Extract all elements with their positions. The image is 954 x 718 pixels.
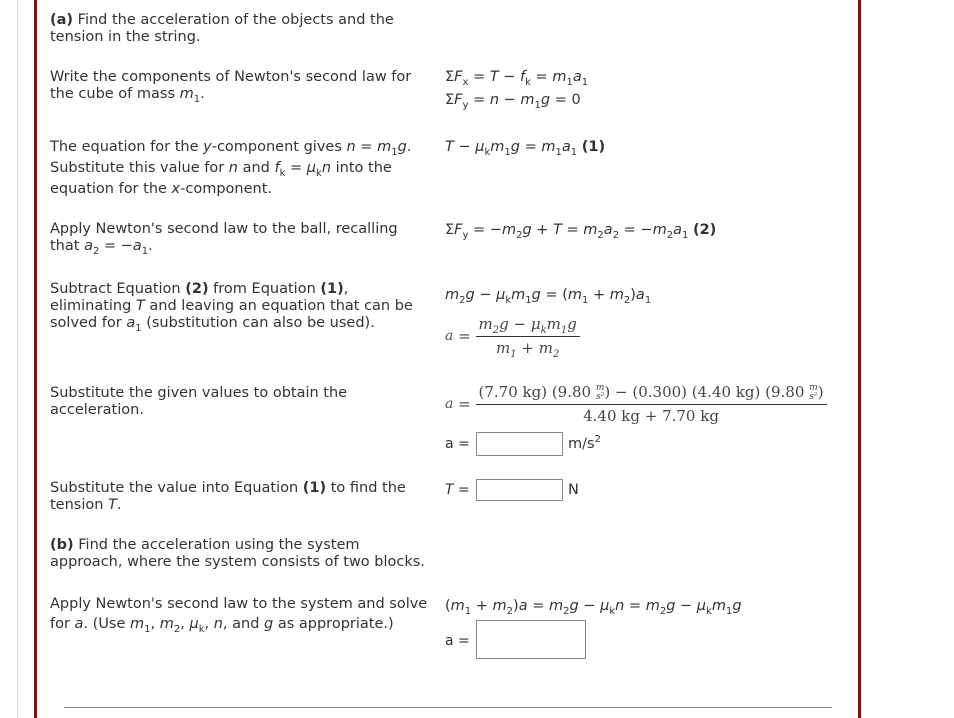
step1-eq-x: $\Sigma F_x = T - f_k = m_1a_1$ — [445, 69, 589, 88]
step2-eq: $T - \mu_km_1g = m_1a_1$ (1) — [445, 139, 606, 158]
part-a-label: (a) — [50, 12, 74, 28]
part-b-label: (b) — [50, 537, 74, 553]
bottom-divider — [64, 707, 832, 708]
tension-answer-input[interactable] — [476, 479, 563, 501]
part-b-answer-input[interactable] — [476, 620, 586, 659]
step2-text: The equation for the y-component gives $n = m_1g$. Substitute this value for n and $f_k = \mu_kn$ into the equation for the x-component. — [50, 139, 412, 197]
accel-unit: $m/s^2$ — [568, 434, 601, 452]
right-border — [858, 0, 861, 718]
step5-fraction: (7.70 kg) (9.80 m s²) − (0.300) (4.40 kg) (9.80 m s²) 4.40 kg + 7.70 kg — [476, 384, 827, 425]
eq1-tag: (1) — [581, 139, 606, 155]
part-b-heading: (b) Find the acceleration using the system approach, where the system consists of two blocks. — [50, 537, 425, 570]
step3-text: Apply Newton's second law to the ball, recalling that $a_2 = -a_1$. — [50, 221, 398, 257]
step6-text: Substitute the value into Equation (1) to find the tension T. — [50, 480, 406, 513]
accel-answer-input[interactable] — [476, 432, 563, 456]
left-border — [34, 0, 37, 718]
step3-eq: $\Sigma F_y = -m_2g + T = m_2a_2 = -m_2a_1$ (2) — [445, 222, 717, 241]
step4-fraction: $\frac{m_2g - \mu_km_1g}{m_1 + m_2}$ — [476, 316, 580, 357]
eq2-tag: (2) — [692, 222, 717, 238]
accel-answer-label: a = — [445, 436, 470, 452]
part-a-title: Find the acceleration of the objects and the tension in the string. — [50, 12, 394, 45]
step1-eq-y: $\Sigma F_y = n - m_1g = 0$ — [445, 92, 581, 111]
step5-eq: a = (7.70 kg) (9.80 m s²) − (0.300) (4.40 kg) (9.80 m s²) 4.40 kg + 7.70 kg — [445, 384, 827, 425]
step4-eq2: a = $\frac{m_2g - \mu_km_1g}{m_1 + m_2}$ — [445, 316, 580, 357]
tension-answer-label: T = — [445, 482, 470, 498]
tension-unit: N — [568, 482, 579, 498]
step4-eq1: $m_2g - \mu_km_1g = (m_1 + m_2)a_1$ — [445, 287, 652, 306]
left-gutter-line — [17, 0, 18, 718]
part-b-step-text: Apply Newton's second law to the system and solve for a. (Use $m_1$, $m_2$, $\mu_k$, n, and g as appropriate.) — [50, 596, 428, 635]
part-a-heading — [50, 12, 410, 46]
part-b-eq: $(m_1 + m_2)a = m_2g - \mu_kn = m_2g - \mu_km_1g$ — [445, 598, 742, 617]
part-b-answer-label: a = — [445, 633, 470, 649]
step1-text: Write the components of Newton's second law for the cube of mass $m_1$. — [50, 69, 412, 105]
step4-text: Subtract Equation (2) from Equation (1), eliminating T and leaving an equation that can be solved for $a_1$ (substitution can also be used). — [50, 281, 413, 334]
step5-text: Substitute the given values to obtain the acceleration. — [50, 385, 348, 418]
